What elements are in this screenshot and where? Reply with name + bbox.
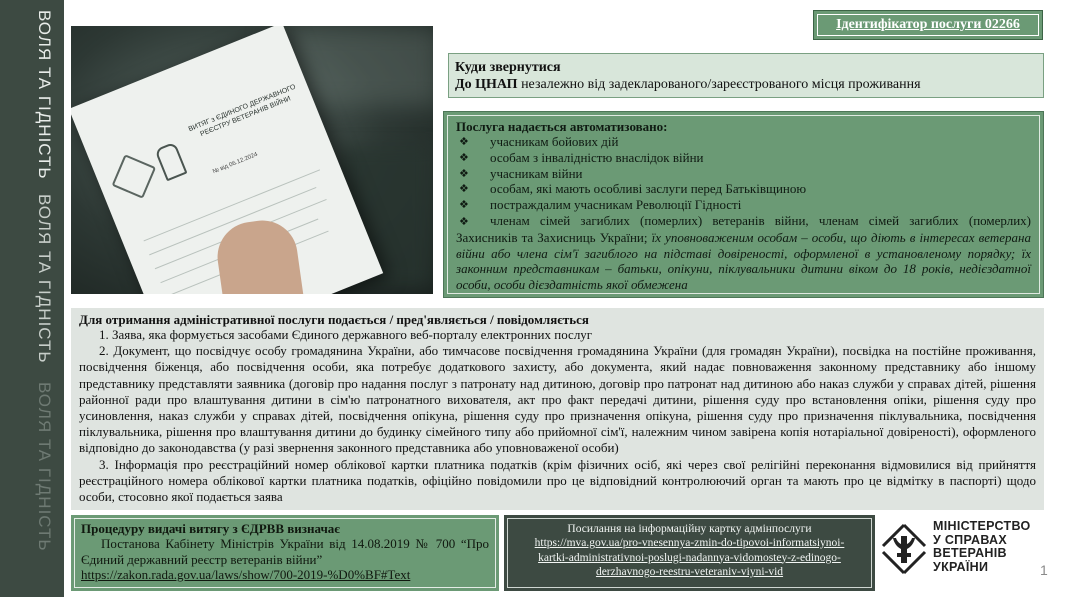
- procedure-link[interactable]: https://zakon.rada.gov.ua/laws/show/700-2019-%D0%BF#Text: [81, 567, 411, 582]
- list-item: ❖ особам з інвалідністю внаслідок війни: [459, 149, 704, 165]
- brand-slogan: ВОЛЯ ТА ГІДНІСТЬ: [35, 382, 54, 552]
- service-id-box: [813, 10, 1043, 40]
- document-paragraph: 2. Документ, що посвідчує особу громадянина України, або тимчасове посвідчення громадянина України (для громадян України), посвідка на постійне проживання, посвідчення біженця, або посвідчення особи, яка потребує додаткового захисту, або документа, який надає повноваження законному представнику або іншому представнику представляти заявника (договір про надання послуг з патронату над дитиною, договір про патронат над дитиною або наказ служби у справах дітей, рішення районної ради про влаштування дитини в сім'ю патронатного вихователя, акт про факт передачі дитини, рішення суду про встановлення опіки, рішення суду про усиновлення, наказ служби у справах дітей, посвідчення опікуна, рішення суду про призначення опікуна, рішення суду про призначення піклувальника, посвідчення піклувальника, рішення про влаштування дитини до будинку сімейного типу або прийомної сім'ї, належним чином завірена копія нотаріальної довіреності), оформленого відповідно до законодавства (у разі звернення законного представника або уповноваженої особи): [79, 343, 1036, 456]
- required-documents-box: [71, 308, 1044, 510]
- document-paragraph: 3. Інформація про реєстраційний номер облікової картки платника податків (крім фізичних осіб, які через свої релігійні переконання відмовилися від прийняття реєстраційного номера облікової картки платника податків, офіційно повідомили про це відповідний контролюючий орган та мають про це відмітку в паспорті) щодо особи, стосовно якої подається заява: [79, 456, 1036, 505]
- procedure-title: Процедуру видачі витягу з ЄДРВВ визначає: [81, 521, 340, 536]
- bullet-icon: ❖: [459, 166, 469, 180]
- list-item: ❖ постраждалим учасникам Революції Гідності: [459, 197, 742, 213]
- document-paragraph: 1. Заява, яка формується засобами Єдиного державного веб-порталу електронних послуг: [99, 327, 593, 342]
- ministry-name: МІНІСТЕРСТВО У СПРАВАХ ВЕТЕРАНІВ УКРАЇНИ: [933, 519, 1031, 574]
- info-card-link[interactable]: https://mva.gov.ua/pro-vnesennya-zmin-do-tipovoi-informatsiynoi-: [534, 537, 845, 549]
- info-card-title: Посилання на інформаційну картку адмінпослуги: [567, 523, 812, 535]
- procedure-text: Постанова Кабінету Міністрів України від 14.08.2019 № 700 “Про Єдиний державний реєстр ветеранів війни”: [81, 536, 489, 567]
- where-to-apply-box: [448, 53, 1044, 98]
- bullet-icon: ❖: [459, 214, 469, 228]
- paper-number: № від 06.12.2024: [211, 151, 259, 176]
- emblem-icon: [112, 154, 157, 199]
- trident-icon: [154, 142, 187, 182]
- list-item: ❖ учасникам війни: [459, 165, 583, 181]
- bullet-icon: ❖: [459, 198, 469, 212]
- list-item: ❖ учасникам бойових дій: [459, 134, 619, 149]
- brand-slogan: ВОЛЯ ТА ГІДНІСТЬ: [35, 10, 54, 180]
- document-photo: [71, 26, 433, 294]
- paper-title: ВИТЯГ з ЄДИНОГО ДЕРЖАВНОГО РЕЄСТРУ ВЕТЕРАНІВ ВІЙНИ: [187, 83, 297, 139]
- where-to-apply-text: До ЦНАП незалежно від задекларованого/зареєстрованого місця проживання: [455, 77, 921, 92]
- required-documents-title: Для отримання адміністративної послуги подається / пред'являється / повідомляється: [79, 312, 589, 327]
- info-card-link[interactable]: derzhavnogo-reestru-veteraniv-viyni-vid: [595, 566, 784, 578]
- info-card-box: [504, 515, 875, 591]
- ministry-emblem-icon: [879, 522, 929, 576]
- bullet-icon: ❖: [459, 150, 469, 164]
- where-to-apply-title: Куди звернутися: [455, 60, 561, 75]
- automated-service-title: Послуга надається автоматизовано:: [456, 119, 668, 134]
- bullet-icon: ❖: [459, 135, 469, 148]
- info-card-link[interactable]: kartki-administrativnoi-poslugi-nadannya-vidomostey-z-edinogo-: [538, 551, 841, 564]
- slide: [64, 0, 1080, 597]
- bullet-icon: ❖: [459, 182, 469, 196]
- list-item: ❖ особам, які мають особливі заслуги перед Батьківщиною: [459, 181, 807, 197]
- list-item: ❖ членам сімей загиблих (померлих) ветеранів війни, членам сімей загиблих (померлих) Захисників та Захисниць України; їх уповноваженим особам – особи, що діють в інтересах ветерана війни або члена сім'ї загиблого на підставі довіреності, оформленої в установленому порядку; їх законним представникам – батьки, опікуни, піклувальники дитини віком до 18 років, недієздатної особи, особи дієздатність якої обмежена: [456, 212, 1031, 293]
- page-number: 1: [1040, 562, 1048, 578]
- automated-service-box: [443, 111, 1044, 298]
- ministry-logo: [879, 518, 1049, 580]
- brand-sidebar: [0, 0, 64, 597]
- brand-slogan: ВОЛЯ ТА ГІДНІСТЬ: [35, 194, 54, 364]
- procedure-box: [71, 515, 499, 591]
- service-id-label: Ідентифікатор послуги 02266: [836, 17, 1020, 32]
